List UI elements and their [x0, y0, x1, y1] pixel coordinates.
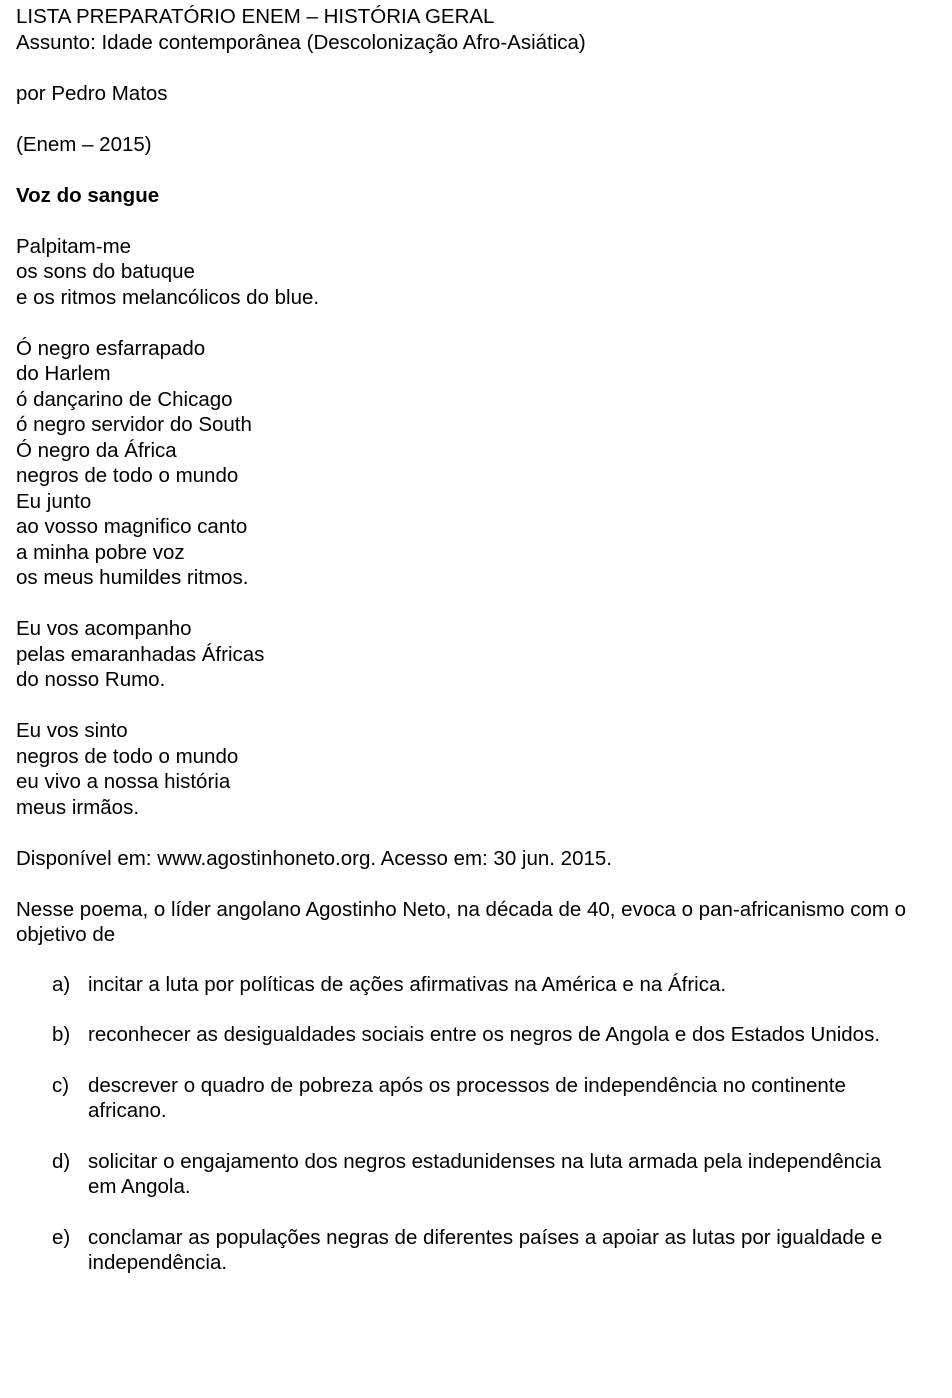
option-text: reconhecer as desigualdades sociais entre os negros de Angola e dos Estados Unidos.: [88, 1023, 881, 1046]
option-c[interactable]: [16, 1073, 908, 1124]
poem-line: do nosso Rumo.: [16, 668, 166, 691]
poem-line: ó dançarino de Chicago: [16, 387, 233, 411]
option-letter: d): [52, 1149, 71, 1173]
option-a[interactable]: [16, 972, 908, 998]
document-title: LISTA PREPARATÓRIO ENEM – HISTÓRIA GERAL: [16, 5, 495, 28]
spacer: [16, 591, 936, 617]
option-letter: c): [52, 1073, 70, 1097]
question-source: (Enem – 2015): [16, 132, 152, 156]
poem-citation: Disponível em: www.agostinhoneto.org. Acesso em: 30 jun. 2015.: [16, 846, 612, 870]
poem-line: negros de todo o mundo: [16, 744, 239, 768]
document-author: por Pedro Matos: [16, 81, 168, 105]
spacer: [16, 106, 936, 132]
poem-line: Palpitam-me: [16, 234, 132, 258]
option-text: incitar a luta por políticas de ações afirmativas na América e na África.: [88, 972, 727, 996]
option-letter: e): [52, 1225, 71, 1249]
document-page: [16, 4, 936, 1301]
poem-line: a minha pobre voz: [16, 540, 185, 564]
option-letter: a): [52, 972, 71, 996]
question-stem: Nesse poema, o líder angolano Agostinho Neto, na década de 40, evoca o pan-africanismo com o objetivo de: [16, 897, 907, 946]
spacer: [16, 310, 936, 336]
spacer: [16, 871, 936, 897]
option-text: descrever o quadro de pobreza após os processos de independência no continente africano.: [88, 1073, 846, 1122]
poem-line: ao vosso magnifico canto: [16, 515, 248, 538]
poem-line: e os ritmos melancólicos do blue.: [16, 285, 320, 309]
poem-line: ó negro servidor do South: [16, 413, 252, 436]
document-subject: Assunto: Idade contemporânea (Descolonização Afro-Asiática): [16, 30, 586, 54]
poem-line: Eu vos sinto: [16, 719, 128, 742]
spacer: [16, 693, 936, 719]
poem-stanza-3: [16, 616, 936, 693]
poem-stanza-4: [16, 718, 936, 820]
spacer: [16, 157, 936, 183]
option-b[interactable]: [16, 1022, 908, 1048]
option-text: solicitar o engajamento dos negros estadunidenses na luta armada pela independência em Angola.: [88, 1149, 882, 1198]
poem-line: negros de todo o mundo: [16, 464, 239, 487]
option-text: conclamar as populações negras de diferentes países a apoiar as lutas por igualdade e independência.: [88, 1225, 883, 1274]
poem-line: do Harlem: [16, 362, 111, 385]
poem-line: os meus humildes ritmos.: [16, 566, 249, 589]
poem-line: eu vivo a nossa história: [16, 770, 231, 793]
spacer: [16, 208, 936, 234]
poem-line: meus irmãos.: [16, 795, 140, 819]
poem-line: Ó negro da África: [16, 438, 177, 462]
poem-line: pelas emaranhadas Áfricas: [16, 642, 265, 666]
poem-line: Eu junto: [16, 489, 92, 513]
answer-options: [16, 972, 936, 1276]
poem-stanza-1: [16, 234, 936, 311]
option-e[interactable]: [16, 1225, 908, 1276]
poem-line: Eu vos acompanho: [16, 617, 192, 640]
option-letter: b): [52, 1023, 71, 1046]
poem-line: Ó negro esfarrapado: [16, 336, 206, 360]
spacer: [16, 55, 936, 81]
poem-title: Voz do sangue: [16, 183, 160, 207]
poem-line: os sons do batuque: [16, 260, 195, 283]
spacer: [16, 820, 936, 846]
poem-stanza-2: [16, 336, 936, 591]
option-d[interactable]: [16, 1149, 908, 1200]
